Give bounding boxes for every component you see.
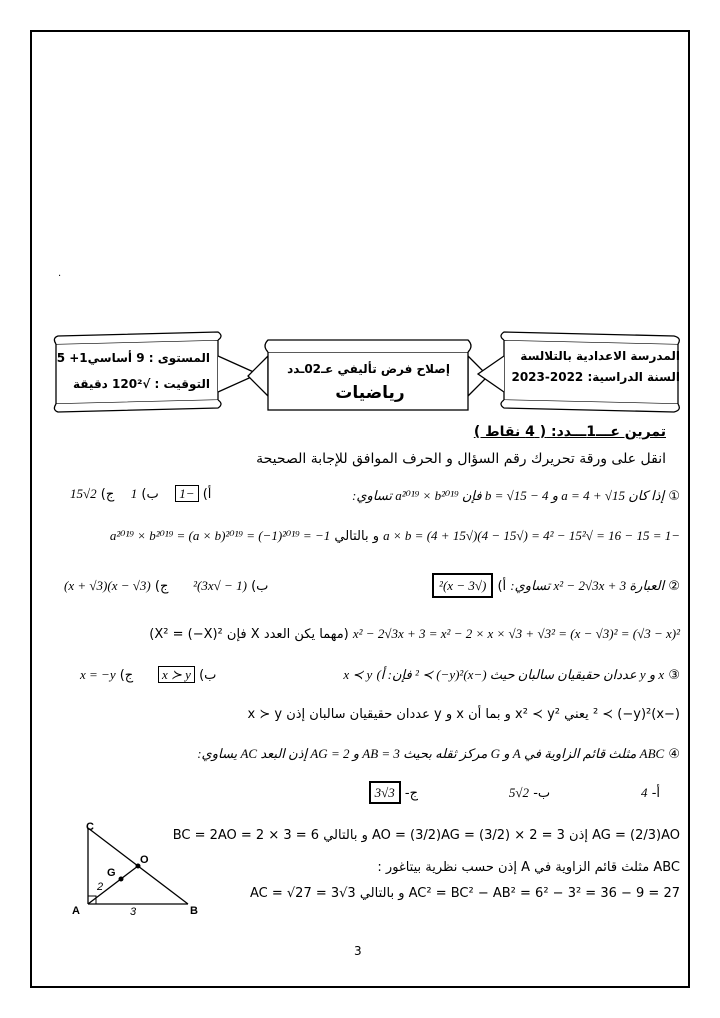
school-name: المدرسة الاعدادية بالتلالسة <box>520 349 680 363</box>
q2-solution-note: (مهما يكن العدد X فإن X² = (−X)²) <box>149 627 349 642</box>
q2-option-c-label: ج) <box>154 579 169 594</box>
test-title: إصلاح فرض تأليفي عـ02ـدد <box>287 362 450 376</box>
question-3-number: ③ <box>668 668 680 683</box>
q3-option-c: x = −y <box>80 667 116 682</box>
q2-option-a-correct: (√3 − x)² <box>432 573 493 598</box>
exercise-points: ( 4 نقاط ) <box>473 424 547 440</box>
question-1-options <box>70 486 211 502</box>
point-G <box>119 877 124 882</box>
q3-option-a: x ≺ y <box>343 667 373 682</box>
question-4 <box>197 746 680 762</box>
q1-option-a-correct: −1 <box>175 485 198 502</box>
test-duration: التوقيت : √120² دقيقة <box>73 377 210 391</box>
q4-solution-3: AC² = BC² − AB² = 6² − 3² = 36 − 9 = 27 و بالتالي AC = √27 = 3√3 <box>250 886 680 901</box>
q1-option-c: 2√15 <box>70 486 97 501</box>
q3-solution: (−x)² ≺ (−y)² يعني x² ≺ y² و بما أن x و y عددان حقيقيان سالبان إذن x ≻ y <box>247 707 680 722</box>
class-level: المستوى : 9 أساسي1+ 5 <box>56 351 210 365</box>
q3-option-b-correct: x ≻ y <box>158 666 195 683</box>
q4-option-b: 2√5 <box>508 785 530 800</box>
exercise-title <box>474 424 666 440</box>
question-2 <box>432 578 680 594</box>
q4-option-a-label: أ- <box>651 786 660 801</box>
question-2-options <box>64 578 268 594</box>
vertex-A-label: A <box>72 905 80 917</box>
exercise-instruction: انقل على ورقة تحريرك رقم السؤال و الحرف الموافق للإجابة الصحيحة <box>256 451 666 467</box>
q1-solution-line1: −1 = 15 − 16 = √15² − 4² = (√15 − 4)(√15 + 4) = a × b <box>383 528 680 543</box>
question-2-text: العبارة x² − 2√3x + 3 تساوي: <box>510 578 665 593</box>
vertex-C-label: C <box>86 821 94 833</box>
vertex-O-label: O <box>140 854 149 866</box>
question-1-text: إذا كان a = 4 + √15 و b = √15 − 4 فإن a²⁰¹⁹ × b²⁰¹⁹ تساوي: <box>352 488 665 503</box>
question-1-number: ① <box>668 489 680 504</box>
q4-solution-1: AG = (2/3)AO إذن AO = (3/2)AG = (3/2) × 2 = 3 و بالتالي BC = 2AO = 2 × 3 = 6 <box>172 828 680 843</box>
q1-solution-line2: a²⁰¹⁹ × b²⁰¹⁹ = (a × b)²⁰¹⁹ = (−1)²⁰¹⁹ = −1 <box>109 528 331 543</box>
q1-solution-connector: و بالتالي <box>334 529 379 544</box>
q2-option-b: (1 − √3x)² <box>193 578 247 593</box>
question-3 <box>343 667 680 683</box>
q4-option-a: 4 <box>641 785 648 800</box>
segment-AB-length: 3 <box>130 906 137 918</box>
vertex-B-label: B <box>190 905 198 917</box>
question-3-text: x و y عددان حقيقيان سالبان حيث (−x)² ≺ (−y)² فإن: أ) <box>376 667 665 682</box>
q4-solution-2: ABC مثلث قائم الزاوية في A إذن حسب نظرية بيتاغور : <box>377 860 680 875</box>
q3-option-b-label: ب) <box>199 668 217 683</box>
q4-option-c-correct: 3√3 <box>369 781 401 804</box>
question-3-options <box>80 667 216 683</box>
q3-option-c-label: ج) <box>119 668 134 683</box>
q4-option-b-label: ب- <box>533 786 551 801</box>
question-4-text: ABC مثلث قائم الزاوية في A و G مركز ثقله بحيث AB = 3 و AG = 2 إذن البعد AC يساوي: <box>197 746 665 761</box>
left-scroll-shape <box>54 332 258 412</box>
exercise-number: تمرين عـــ1ـــدد: <box>551 424 666 440</box>
page-number: 3 <box>354 944 362 958</box>
stray-mark: . <box>58 268 62 279</box>
question-4-number: ④ <box>668 747 680 762</box>
q1-solution <box>110 528 680 544</box>
question-2-number: ② <box>668 579 680 594</box>
triangle-figure <box>60 818 210 918</box>
q2-solution <box>149 626 680 642</box>
q4-option-c-label: ج- <box>404 786 418 801</box>
subject-title: رياضيات <box>335 383 405 403</box>
question-1 <box>352 488 680 504</box>
segment-AG-length: 2 <box>97 881 104 893</box>
q1-option-a-label: أ) <box>202 487 212 502</box>
q2-solution-line: x² − 2√3x + 3 = x² − 2 × x × √3 + √3² = (x − √3)² = (√3 − x)² <box>352 626 680 641</box>
question-4-options <box>369 785 660 801</box>
school-year: السنة الدراسية: 2022-2023 <box>511 370 680 384</box>
q1-option-c-label: ج) <box>100 487 115 502</box>
q2-option-c: (x − √3)(x + √3) <box>64 578 151 593</box>
vertex-G-label: G <box>107 867 116 879</box>
q2-option-a-label: أ) <box>497 579 507 594</box>
q1-option-b: 1 <box>130 486 138 501</box>
q2-option-b-label: ب) <box>251 579 269 594</box>
q1-option-b-label: ب) <box>141 487 159 502</box>
